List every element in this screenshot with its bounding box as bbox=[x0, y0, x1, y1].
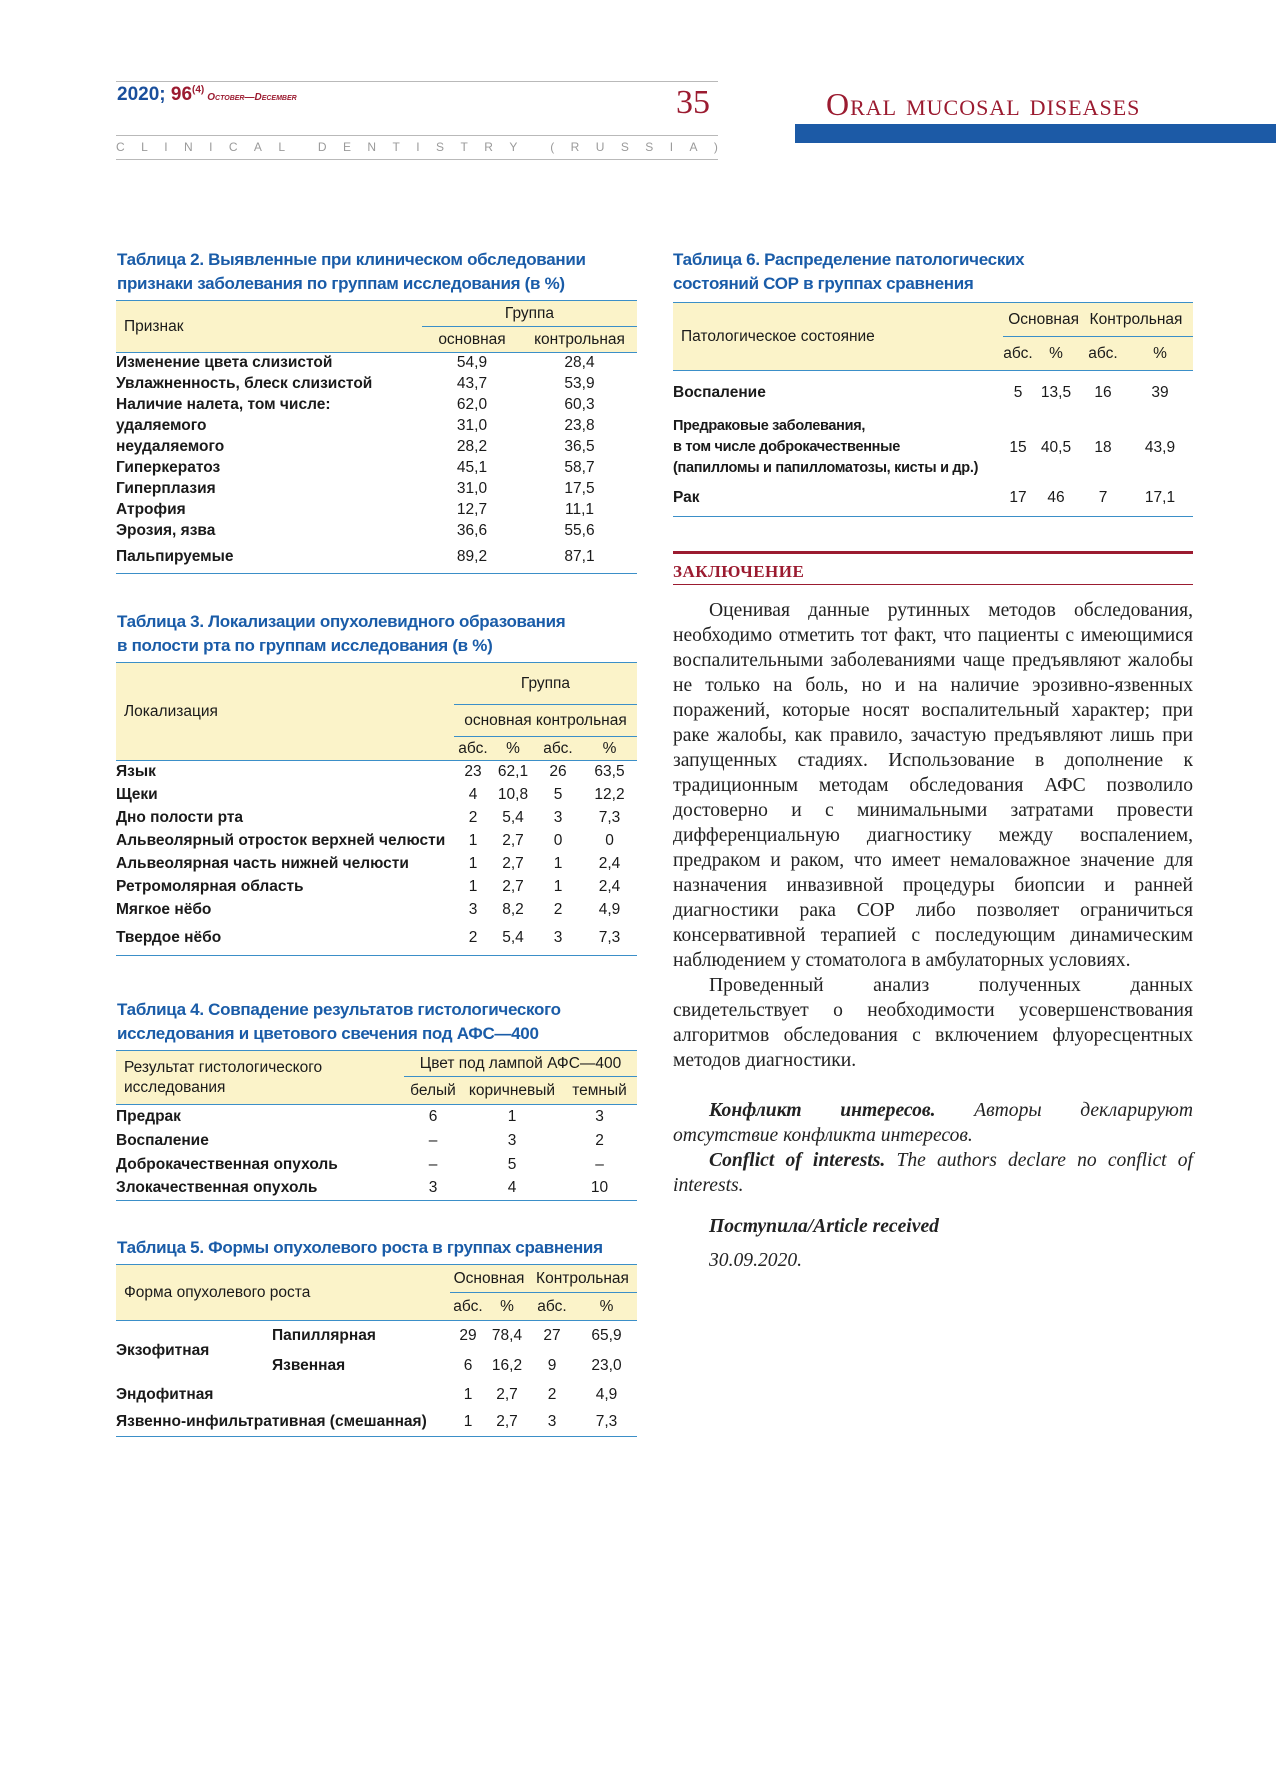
table5-row-papillary bbox=[116, 1321, 637, 1351]
table3-cell: 2 bbox=[553, 901, 563, 918]
journal-name bbox=[116, 140, 718, 154]
table4-row-label: Доброкачественная опухоль bbox=[116, 1155, 338, 1173]
table5-cell: 2,7 bbox=[496, 1385, 518, 1403]
table2-cell-main: 31,0 bbox=[456, 417, 488, 434]
table3-caption-line1: Таблица 3. Локализации опухолевидного образования bbox=[117, 612, 566, 631]
table3-cell: 4,9 bbox=[598, 901, 621, 918]
table3-caption-line2: в полости рта по группам исследования (в %) bbox=[117, 636, 493, 655]
received-label bbox=[673, 1214, 1193, 1239]
table3-header-abs2: абс. bbox=[543, 739, 573, 757]
table4-cell: – bbox=[428, 1155, 438, 1173]
table5-row-label: Папиллярная bbox=[272, 1326, 376, 1344]
table2-row-label: Гиперплазия bbox=[116, 480, 216, 497]
issue-info bbox=[117, 84, 297, 106]
table2-caption-line2: признаки заболевания по группам исследования (в %) bbox=[117, 274, 565, 293]
table6-caption-line2: состояний СОР в группах сравнения bbox=[673, 274, 974, 293]
table6-cell: 17,1 bbox=[1144, 489, 1176, 507]
table5-row-label: Эндофитная bbox=[116, 1385, 214, 1403]
table5-row-mixed bbox=[116, 1409, 637, 1437]
table3-row bbox=[116, 807, 637, 830]
table2-header-control: контрольная bbox=[534, 330, 625, 348]
table3-caption bbox=[117, 610, 657, 658]
table2-row-label: удаляемого bbox=[116, 417, 207, 434]
journal-letter: ) bbox=[713, 140, 718, 154]
table4-row bbox=[116, 1105, 637, 1129]
conflict-ru bbox=[673, 1098, 1193, 1148]
table6-header-main: Основная bbox=[1003, 303, 1079, 337]
table3-row bbox=[116, 784, 637, 807]
journal-letter: A bbox=[689, 140, 698, 154]
table2-row-label: Увлажненность, блеск слизистой bbox=[116, 375, 373, 392]
table2-row bbox=[116, 479, 637, 500]
table6-cell: 17 bbox=[1009, 489, 1027, 507]
table3-cell: 2 bbox=[468, 809, 478, 826]
table4-row bbox=[116, 1129, 637, 1153]
table3-row bbox=[116, 899, 637, 922]
table2-row bbox=[116, 437, 637, 458]
table3 bbox=[116, 662, 637, 956]
table4-header-dark: темный bbox=[572, 1081, 627, 1099]
table3-cell: 26 bbox=[549, 763, 567, 781]
journal-letter: I bbox=[209, 140, 213, 154]
table3-cell: 1 bbox=[553, 855, 563, 872]
received-date-text: 30.09.2020. bbox=[709, 1250, 803, 1271]
table5-row-label: Язвенно-инфильтративная (смешанная) bbox=[116, 1413, 427, 1431]
table2-row bbox=[116, 353, 637, 374]
table2-row-label: Гиперкератоз bbox=[116, 459, 221, 476]
table4-cell: – bbox=[428, 1131, 438, 1149]
table2-row-label: Пальпируемые bbox=[116, 548, 234, 566]
table2-cell-control: 87,1 bbox=[564, 548, 595, 566]
table6-cell: 39 bbox=[1151, 383, 1169, 401]
table3-cell: 2,4 bbox=[598, 855, 621, 872]
table3-cell: 62,1 bbox=[497, 763, 529, 781]
table3-cell: 3 bbox=[468, 901, 478, 918]
journal-letter: I bbox=[164, 140, 168, 154]
table2-row bbox=[116, 458, 637, 479]
journal-letter: R bbox=[484, 140, 493, 154]
journal-letter: A bbox=[253, 140, 262, 154]
table5-header-main: Основная bbox=[450, 1265, 528, 1293]
table3-row-label: Дно полости рта bbox=[116, 809, 244, 826]
journal-letter: I bbox=[669, 140, 674, 154]
conflict-ru-text: Авторы декларируют отсутствие конфликта интересов. bbox=[673, 1100, 1194, 1146]
table4-header-white: белый bbox=[410, 1081, 456, 1099]
table4-caption bbox=[117, 998, 657, 1046]
table6-row-label: Рак bbox=[673, 489, 700, 507]
table2-cell-control: 17,5 bbox=[564, 480, 595, 497]
received-date bbox=[673, 1248, 1193, 1273]
table5-cell: 6 bbox=[463, 1356, 473, 1374]
journal-letter: S bbox=[645, 140, 654, 154]
table2-row bbox=[116, 500, 637, 521]
table2-cell-control: 55,6 bbox=[564, 522, 595, 539]
table4-header-result bbox=[116, 1051, 404, 1105]
table5-header-pct1: % bbox=[500, 1297, 514, 1315]
table3-row-label: Мягкое нёбо bbox=[116, 901, 212, 918]
table4-cell: 3 bbox=[595, 1107, 604, 1125]
table3-cell: 5,4 bbox=[502, 929, 524, 947]
table3-row bbox=[116, 761, 637, 784]
table2-cell-main: 54,9 bbox=[456, 354, 488, 372]
table6-cell: 46 bbox=[1047, 489, 1065, 507]
table2-cell-main: 12,7 bbox=[456, 501, 488, 518]
journal-letter: T bbox=[460, 140, 468, 154]
table4 bbox=[116, 1050, 637, 1201]
conflict-en bbox=[673, 1148, 1193, 1198]
journal-letter: T bbox=[392, 140, 400, 154]
table3-cell: 0 bbox=[553, 832, 563, 849]
table5-cell: 78,4 bbox=[491, 1326, 523, 1344]
table2-row bbox=[116, 542, 637, 574]
table5-cell: 4,9 bbox=[595, 1385, 618, 1403]
table3-cell: 2,7 bbox=[502, 855, 524, 872]
table3-row bbox=[116, 876, 637, 899]
table5-row-label: Язвенная bbox=[272, 1356, 346, 1374]
table4-caption-line1: Таблица 4. Совпадение результатов гистологического bbox=[117, 1000, 561, 1019]
journal-letter: S bbox=[436, 140, 445, 154]
table3-cell: 23 bbox=[464, 763, 482, 781]
journal-letter: C bbox=[228, 140, 238, 154]
table6-row-inflammation bbox=[673, 371, 1193, 415]
table6-header-control: Контрольная bbox=[1079, 303, 1193, 337]
table6-cell: 5 bbox=[1013, 383, 1023, 401]
header-rule-top bbox=[116, 81, 718, 82]
table3-row-label: Язык bbox=[116, 763, 156, 781]
table2-cell-main: 45,1 bbox=[456, 459, 488, 476]
table3-cell: 1 bbox=[468, 855, 478, 872]
table5-cell: 7,3 bbox=[595, 1413, 618, 1431]
issue-period: October—December bbox=[207, 92, 297, 103]
table6-row-precancer bbox=[673, 415, 1193, 481]
table6-cell: 16 bbox=[1094, 383, 1112, 401]
table2-header-feature: Признак bbox=[124, 317, 184, 335]
issue-number: (4) bbox=[192, 84, 205, 96]
table3-cell: 10,8 bbox=[497, 786, 529, 803]
table4-row-label: Воспаление bbox=[116, 1131, 209, 1149]
journal-letter: S bbox=[620, 140, 629, 154]
table6-row-label: Воспаление bbox=[673, 383, 766, 401]
table4-header-color: Цвет под лампой АФС—400 bbox=[404, 1051, 637, 1077]
table6-caption-line1: Таблица 6. Распределение патологических bbox=[673, 250, 1025, 269]
table5-row-endophytic bbox=[116, 1381, 637, 1409]
table6-cell: 13,5 bbox=[1040, 383, 1072, 401]
table2-cell-control: 58,7 bbox=[564, 459, 595, 476]
table4-cell: 3 bbox=[507, 1131, 517, 1149]
table3-row bbox=[116, 830, 637, 853]
table5-cell: 23,0 bbox=[591, 1356, 622, 1374]
table2-row bbox=[116, 521, 637, 542]
table5-cell: 65,9 bbox=[591, 1326, 622, 1344]
page-number: 35 bbox=[676, 84, 710, 121]
table3-header-pct2: % bbox=[602, 739, 617, 757]
table3-cell: 5,4 bbox=[502, 809, 524, 826]
table5-header-control: Контрольная bbox=[528, 1265, 637, 1293]
journal-letter: U bbox=[595, 140, 605, 154]
table4-row bbox=[116, 1153, 637, 1177]
table5-cell: 16,2 bbox=[491, 1356, 523, 1374]
table2-cell-control: 11,1 bbox=[564, 501, 595, 518]
table5-cell: 2,7 bbox=[496, 1413, 518, 1431]
journal-letter: ( bbox=[550, 140, 555, 154]
table2-row-label: Эрозия, язва bbox=[116, 522, 216, 539]
table2-row-label: неудаляемого bbox=[116, 438, 225, 455]
header-rule-bottom bbox=[116, 159, 718, 160]
table3-row-label: Альвеолярная часть нижней челюсти bbox=[116, 855, 409, 872]
conflict-ru-label: Конфликт интересов. bbox=[709, 1100, 936, 1121]
table3-cell: 1 bbox=[468, 878, 478, 895]
table6-caption bbox=[673, 248, 1193, 296]
table3-cell: 7,3 bbox=[598, 929, 621, 947]
section-color-bar bbox=[795, 124, 1276, 143]
table2-header-main: основная bbox=[438, 330, 506, 348]
table2-row bbox=[116, 374, 637, 395]
table2-row bbox=[116, 416, 637, 437]
journal-letter: R bbox=[570, 140, 580, 154]
table3-cell: 3 bbox=[553, 809, 563, 826]
table2 bbox=[116, 300, 637, 574]
table6-header-state: Патологическое состояние bbox=[681, 327, 875, 345]
table5-header-abs1: абс. bbox=[453, 1297, 483, 1315]
conclusion-paragraph-1: Оценивая данные рутинных методов обследования, необходимо отметить тот факт, что пациенты с имеющимися воспалительными заболеваниями чаще предъявляют жалобы не только на боль, но и на наличие эрозивно-язвенных поражений, которые носят воспалительный характер; при раке жалобы, как правило, зачастую предъявляют лишь при запущенных стадиях. Использование в дополнение к традиционным методам обследования АФС позволило достоверно и с минимальными затратами провести дифференциальную диагностику между воспалением, предраком и раком, что имеет немаловажное значение для назначения инвазивной процедуры биопсии и ранней диагностики рака СОР либо позволяет ограничиться консервативной терапией с последующим динамическим наблюдением у стоматолога в амбулаторных условиях. bbox=[673, 600, 1193, 971]
table4-header-result-line2: исследования bbox=[124, 1078, 226, 1096]
table5-cell: 9 bbox=[547, 1356, 557, 1374]
table2-row-label: Наличие налета, том числе: bbox=[116, 396, 331, 413]
table4-row-label: Предрак bbox=[116, 1107, 181, 1125]
table6-cell: 15 bbox=[1009, 438, 1027, 456]
table2-row-label: Изменение цвета слизистой bbox=[116, 354, 333, 372]
table2-row-label: Атрофия bbox=[116, 501, 186, 518]
table6-header-abs1: абс. bbox=[1003, 344, 1033, 362]
table2-cell-main: 36,6 bbox=[456, 522, 488, 539]
table5 bbox=[116, 1264, 637, 1437]
journal-letter: D bbox=[317, 140, 327, 154]
table4-header-result-line1: Результат гистологического bbox=[124, 1058, 323, 1076]
table3-header-sub: основная контрольная bbox=[454, 705, 637, 737]
table5-cell: 29 bbox=[459, 1326, 477, 1344]
table5-header-pct2: % bbox=[599, 1297, 614, 1315]
table3-row bbox=[116, 853, 637, 876]
table2-cell-main: 31,0 bbox=[456, 480, 488, 497]
table3-row-label: Твердое нёбо bbox=[116, 929, 222, 947]
table2-cell-main: 89,2 bbox=[456, 548, 488, 566]
table2-cell-control: 60,3 bbox=[564, 396, 595, 413]
conclusion-rule-bottom bbox=[673, 584, 1193, 585]
table6-cell: 40,5 bbox=[1040, 438, 1072, 456]
table6-cell: 18 bbox=[1094, 438, 1112, 456]
table6-header-pct2: % bbox=[1153, 344, 1167, 362]
table3-cell: 4 bbox=[468, 786, 478, 803]
conclusion-paragraph-2: Проведенный анализ полученных данных свидетельствует о необходимости усовершенствования алгоритмов обследования с включением флуоресцентных методов диагностики. bbox=[673, 975, 1193, 1071]
journal-letter: N bbox=[183, 140, 193, 154]
table4-row-label: Злокачественная опухоль bbox=[116, 1179, 318, 1197]
table4-header-brown: коричневый bbox=[468, 1081, 556, 1099]
table4-cell: 10 bbox=[590, 1179, 609, 1197]
table4-cell: 4 bbox=[507, 1179, 517, 1197]
table6-cell: 7 bbox=[1098, 489, 1108, 507]
table3-row-label: Ретромолярная область bbox=[116, 878, 304, 895]
table6-cell: 43,9 bbox=[1144, 438, 1176, 456]
table4-cell: 6 bbox=[428, 1107, 438, 1125]
table4-cell: 3 bbox=[428, 1179, 438, 1197]
table3-cell: 8,2 bbox=[502, 901, 524, 918]
table4-caption-line2: исследования и цветового свечения под АФС—400 bbox=[117, 1024, 539, 1043]
table6-row-label-line: Предраковые заболевания, bbox=[673, 418, 866, 434]
table3-row-label: Щеки bbox=[116, 786, 158, 803]
table5-cell: 1 bbox=[463, 1385, 473, 1403]
table3-cell: 12,2 bbox=[594, 786, 625, 803]
journal-letter: C bbox=[116, 140, 125, 154]
table3-cell: 1 bbox=[468, 832, 478, 849]
header-rule-mid bbox=[116, 135, 718, 136]
journal-letter: Y bbox=[509, 140, 518, 154]
table5-cell: 1 bbox=[463, 1413, 473, 1431]
issue-volume: 96 bbox=[170, 84, 193, 105]
table4-cell: 2 bbox=[595, 1131, 604, 1149]
table2-cell-main: 43,7 bbox=[456, 375, 488, 392]
table5-caption: Таблица 5. Формы опухолевого роста в группах сравнения bbox=[117, 1238, 603, 1257]
journal-letter: I bbox=[416, 140, 420, 154]
table3-cell: 63,5 bbox=[594, 763, 625, 781]
table6-row-cancer bbox=[673, 481, 1193, 517]
table2-cell-control: 23,8 bbox=[564, 417, 595, 434]
conclusion-body bbox=[673, 598, 1193, 1273]
table6-row-label-line: (папилломы и папилломатозы, кисты и др.) bbox=[673, 460, 979, 476]
conclusion-rule-top bbox=[673, 551, 1193, 554]
table2-cell-control: 53,9 bbox=[564, 375, 595, 392]
table6-header-abs2: абс. bbox=[1088, 344, 1118, 362]
table2-row bbox=[116, 395, 637, 416]
table3-cell: 3 bbox=[553, 929, 563, 947]
table2-cell-control: 36,5 bbox=[564, 438, 595, 455]
table3-header-abs1: абс. bbox=[458, 739, 488, 757]
table3-cell: 2,4 bbox=[598, 878, 621, 895]
table5-cell: 2 bbox=[547, 1385, 557, 1403]
table3-cell: 7,3 bbox=[598, 809, 621, 826]
table3-header-pct1: % bbox=[506, 739, 520, 757]
table5-header-form: Форма опухолевого роста bbox=[124, 1283, 311, 1301]
journal-letter: L bbox=[278, 140, 286, 154]
table3-header-group: Группа bbox=[454, 663, 637, 705]
table6-header-pct1: % bbox=[1049, 344, 1063, 362]
table4-cell: 1 bbox=[507, 1107, 517, 1125]
table3-row bbox=[116, 922, 637, 956]
table5-exo-label: Экзофитная bbox=[116, 1341, 210, 1359]
section-title: Oral mucosal diseases bbox=[826, 86, 1141, 122]
table2-cell-control: 28,4 bbox=[564, 354, 595, 372]
conflict-en-label: Conflict of interests. bbox=[709, 1150, 886, 1171]
table5-cell: 3 bbox=[547, 1413, 557, 1431]
table3-cell: 0 bbox=[605, 832, 614, 849]
journal-letter: E bbox=[342, 140, 351, 154]
conclusion-heading: ЗАКЛЮЧЕНИЕ bbox=[673, 562, 805, 581]
table2-caption-line1: Таблица 2. Выявленные при клиническом обследовании bbox=[117, 250, 586, 269]
journal-letter: L bbox=[141, 140, 148, 154]
table5-header-abs2: абс. bbox=[537, 1297, 567, 1315]
table5-cell: 27 bbox=[543, 1326, 561, 1344]
table2-header-group: Группа bbox=[422, 301, 637, 327]
journal-letter: N bbox=[367, 140, 377, 154]
table4-cell: – bbox=[595, 1155, 604, 1173]
table3-cell: 5 bbox=[553, 786, 563, 803]
conflict-en-text: The authors declare no conflict of interests. bbox=[673, 1150, 1193, 1196]
table3-header-loc: Локализация bbox=[124, 702, 218, 720]
table2-cell-main: 62,0 bbox=[456, 396, 488, 413]
table3-cell: 2 bbox=[468, 929, 478, 947]
table2-caption bbox=[117, 248, 657, 296]
table6 bbox=[673, 302, 1193, 517]
table4-row bbox=[116, 1177, 637, 1201]
table4-cell: 5 bbox=[507, 1155, 517, 1173]
table3-row-label: Альвеолярный отросток верхней челюсти bbox=[116, 832, 446, 849]
received-label-text: Поступила/Article received bbox=[709, 1216, 939, 1237]
table2-cell-main: 28,2 bbox=[456, 438, 488, 455]
issue-year: 2020; bbox=[117, 84, 166, 105]
table3-cell: 2,7 bbox=[502, 878, 524, 895]
table6-row-label bbox=[673, 415, 1003, 481]
table3-cell: 2,7 bbox=[502, 832, 524, 849]
table6-row-label-line: в том числе доброкачественные bbox=[673, 439, 900, 455]
table3-cell: 1 bbox=[553, 878, 563, 895]
